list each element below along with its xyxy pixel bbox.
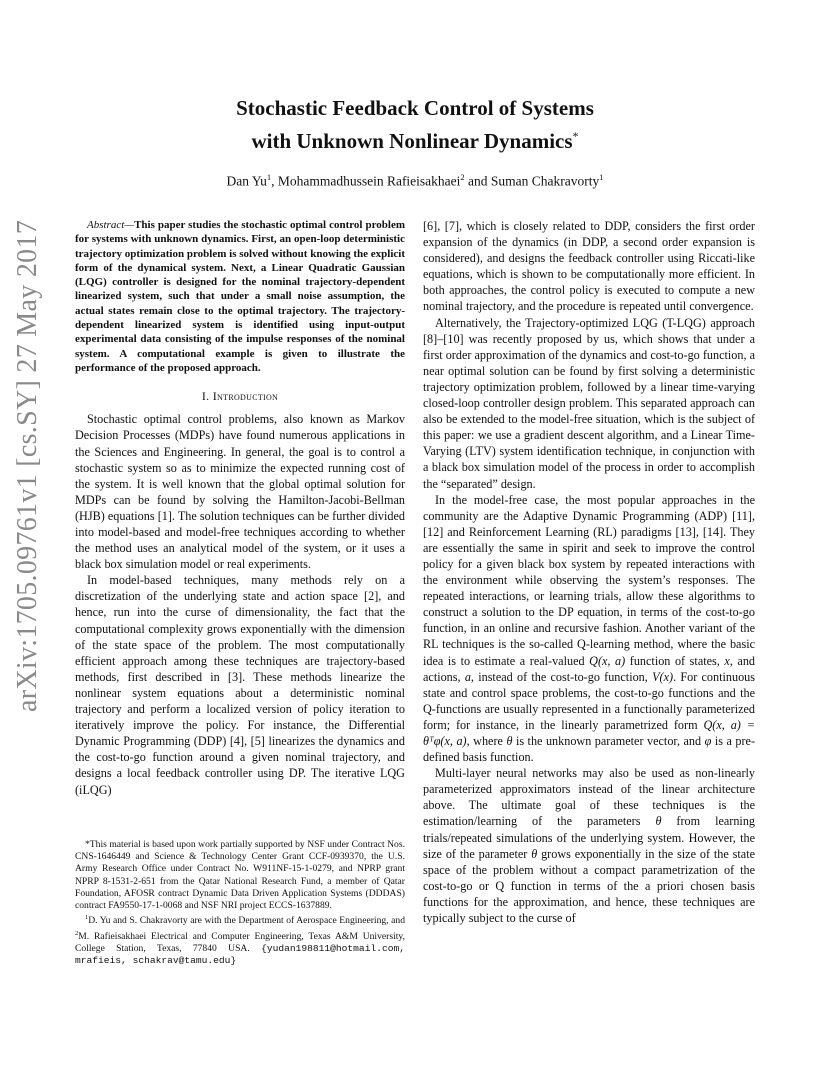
math-expression: Q(x, a) xyxy=(589,653,626,668)
author-name: Mohammadhussein Rafieisakhaei xyxy=(277,173,461,189)
text-run: function of states, xyxy=(629,653,720,668)
math-expression: θ xyxy=(506,734,513,748)
section-title: Introduction xyxy=(212,389,279,404)
author-affiliation-mark: 1 xyxy=(599,172,604,182)
body-paragraph: Stochastic optimal control problems, also known as Markov Decision Processes (MDPs) have found numerous applications in the Sciences and Engineering. In general, the goal is to control a stochastic system so as to minimize the expected running cost of the system. It is well known that the global optimal solution for MDPs can be found by solving the Hamilton-Jacobi-Bellman (HJB) equations [1]. The solution techniques can be further divided into model-based and model-free techniques according to whether the method uses an analytical model of the system, or it uses a black box simulation model or real experiments. xyxy=(75,412,405,572)
funding-footnote: *This material is based upon work partially supported by NSF under Contract Nos. CNS-1646449 and Science & Technology Center Grant CCF-0939370, the U.S. Army Research Office under Contract No. W911NF-15-1-0279, and NPRP grant NPRP 8-1531-2-651 from the Qatar National Research Fund, a member of Qatar Foundation, AFOSR contract Dynamic Data Driven Application Systems (DDDAS) contract FA9550-17-1-0068 and NSF NRI project ECCS-1637889. xyxy=(75,839,405,912)
math-expression: Q(x, a) = θᵀφ(x, a) xyxy=(423,717,756,748)
paper-title xyxy=(120,94,710,155)
body-paragraph xyxy=(423,765,755,926)
abstract-label: Abstract xyxy=(87,219,125,231)
affiliation-footnote xyxy=(75,912,405,967)
body-paragraph: Alternatively, the Trajectory-optimized LQG (T-LQG) approach [8]–[10] was recently proposed by us, which shows that under a first order approximation of the dynamics and cost-to-go function, a near optimal solution can be found by first solving a deterministic trajectory optimization problem, followed by a linear time-varying closed-loop controller design problem. This separated approach can also be extended to the model-free situation, which is the subject of this paper: we use a gradient descent algorithm, and a Linear Time-Varying (LTV) system identification technique, in conjunction with a black box simulation model of the process in order to accomplish the “separated” design. xyxy=(423,315,755,491)
text-run: In the model-free case, the most popular approaches in the community are the Adaptive Dynamic Programming (ADP) [11], [12] and Reinforcement Learning (RL) paradigms [13], [14]. They are essentially the same in spirit and seek to improve the control policy for a given black box system by repeated interactions with the environment while observing the system’s responses. The repeated interactions, or learning trials, allow these algorithms to construct a solution to the DP equation, in terms of the cost-to-go function, in an online and recursive fashion. Another variant of the RL techniques is the so-called Q-learning method, where the basic idea is to estimate a real-valued xyxy=(423,492,755,668)
text-run: . For continuous state and control space problems, the cost-to-go functions and the Q-functions are usually represented in a functionally parameterized form; for instance, in the linearly parametrized form xyxy=(423,669,756,732)
text-run: , and actions, xyxy=(423,653,756,684)
math-expression: θ xyxy=(531,846,538,861)
abstract: Abstract—This paper studies the stochastic optimal control problem for systems with unknown dynamics. First, an open-loop deterministic trajectory optimization problem is solved without knowing the explicit form of the dynamical system. Next, a Linear Quadratic Gaussian (LQG) controller is designed for the nominal trajectory-dependent linearized system, such that under a small noise assumption, the actual states remain close to the optimal trajectory. The trajectory-dependent linearized system is identified using input-output experimental data consisting of the impulse responses of the nominal system. A computational example is given to illustrate the performance of the proposed approach. xyxy=(75,219,405,374)
title-line-2: with Unknown Nonlinear Dynamics xyxy=(251,129,573,153)
math-expression: φ xyxy=(704,734,712,748)
text-run: , instead of the cost-to-go function, xyxy=(470,669,648,684)
title-line-1: Stochastic Feedback Control of Systems xyxy=(236,96,594,120)
author-emails: {yudan198811@hotmail.com, mrafieis, schakrav@tamu.edu} xyxy=(75,943,405,967)
math-expression: θ xyxy=(655,814,662,829)
left-column xyxy=(75,218,405,798)
math-expression: V(x) xyxy=(652,669,674,684)
arxiv-identifier: arXiv:1705.09761v1 [cs.SY] 27 May 2017 xyxy=(12,219,43,712)
text-run: , where xyxy=(466,734,503,748)
footnote-text: D. Yu and S. Chakravorty are with the Department of Aerospace Engineering, and xyxy=(88,915,405,927)
footnotes xyxy=(75,839,405,967)
author-conjunction: and xyxy=(468,173,488,189)
math-expression: a xyxy=(464,669,471,684)
section-number: I. xyxy=(201,389,210,404)
text-run: grows exponentially in the size of the state space of the problem without a compact parametrization of the cost-to-go or Q function in terms of the a priori chosen basis functions for the approximation, and hence, these techniques are typically subject to the curse of xyxy=(423,846,755,926)
body-paragraph xyxy=(423,492,755,766)
right-column xyxy=(423,218,755,926)
text-run: Multi-layer neural networks may also be used as non-linearly parameterized approximators instead of the linear architecture above. The ultimate goal of these techniques is the estimation/learning of the parameters xyxy=(423,766,755,829)
author-name: Dan Yu xyxy=(226,173,267,189)
text-run: is a pre-defined basis function. xyxy=(423,734,756,765)
author-affiliation-mark: 2 xyxy=(460,172,465,182)
body-paragraph: In model-based techniques, many methods rely on a discretization of the underlying state and action space [2], and hence, run into the curse of dimensionality, the fact that the computational complexity grows exponentially with the dimension of the state space of the problem. The most computationally efficient approach among these techniques are trajectory-based methods, first described in [3]. These methods linearize the nonlinear system equations about a deterministic nominal trajectory and perform a localized version of policy iteration to iteratively improve the policy. For instance, the Differential Dynamic Programming (DDP) [4], [5] linearizes the dynamics and the cost-to-go function around a given nominal trajectory, and designs a local feedback controller using DP. The iterative LQG (iLQG) xyxy=(75,573,405,797)
author-name: Suman Chakravorty xyxy=(490,173,600,189)
body-paragraph: [6], [7], which is closely related to DDP, considers the first order expansion of the dynamics (in DDP, a second order expansion is considered), and designs the feedback controller using Riccati-like equations, which is shown to be computationally more efficient. In both approaches, the control policy is executed to compute a new nominal trajectory, and the procedure is repeated until convergence. xyxy=(423,219,755,314)
title-footnote-mark: * xyxy=(572,129,579,143)
text-run: is the unknown parameter vector, and xyxy=(515,734,702,748)
math-expression: x xyxy=(724,653,730,668)
section-heading xyxy=(75,388,405,404)
footnote-mark: 1 xyxy=(85,914,89,922)
author-list: Dan Yu$^1$, Mohammadhussein Rafieisakhaei$^2$ and Suman Chakravorty$^1$ xyxy=(226,172,604,189)
author-affiliation-mark: 1 xyxy=(266,172,272,182)
abstract-text: This paper studies the stochastic optimal control problem for systems with unknown dynamics. First, an open-loop deterministic trajectory optimization problem is solved without knowing the explicit form of the dynamical system. Next, a Linear Quadratic Gaussian (LQG) controller is designed for the nominal trajectory-dependent linearized system, such that under a small noise assumption, the actual states remain close to the optimal trajectory. The trajectory-dependent linearized system is identified using input-output experimental data consisting of the impulse responses of the nominal system. A computational example is given to illustrate the performance of the proposed approach. xyxy=(75,219,405,374)
footnote-mark: 2 xyxy=(75,929,79,937)
text-run: from learning trials/repeated simulations of the underlying system. However, the size of the parameter xyxy=(423,814,756,861)
footnote-text: M. Rafieisakhaei Electrical and Computer Engineering, Texas A&M University, College Station, Texas, 77840 USA. xyxy=(75,930,405,954)
